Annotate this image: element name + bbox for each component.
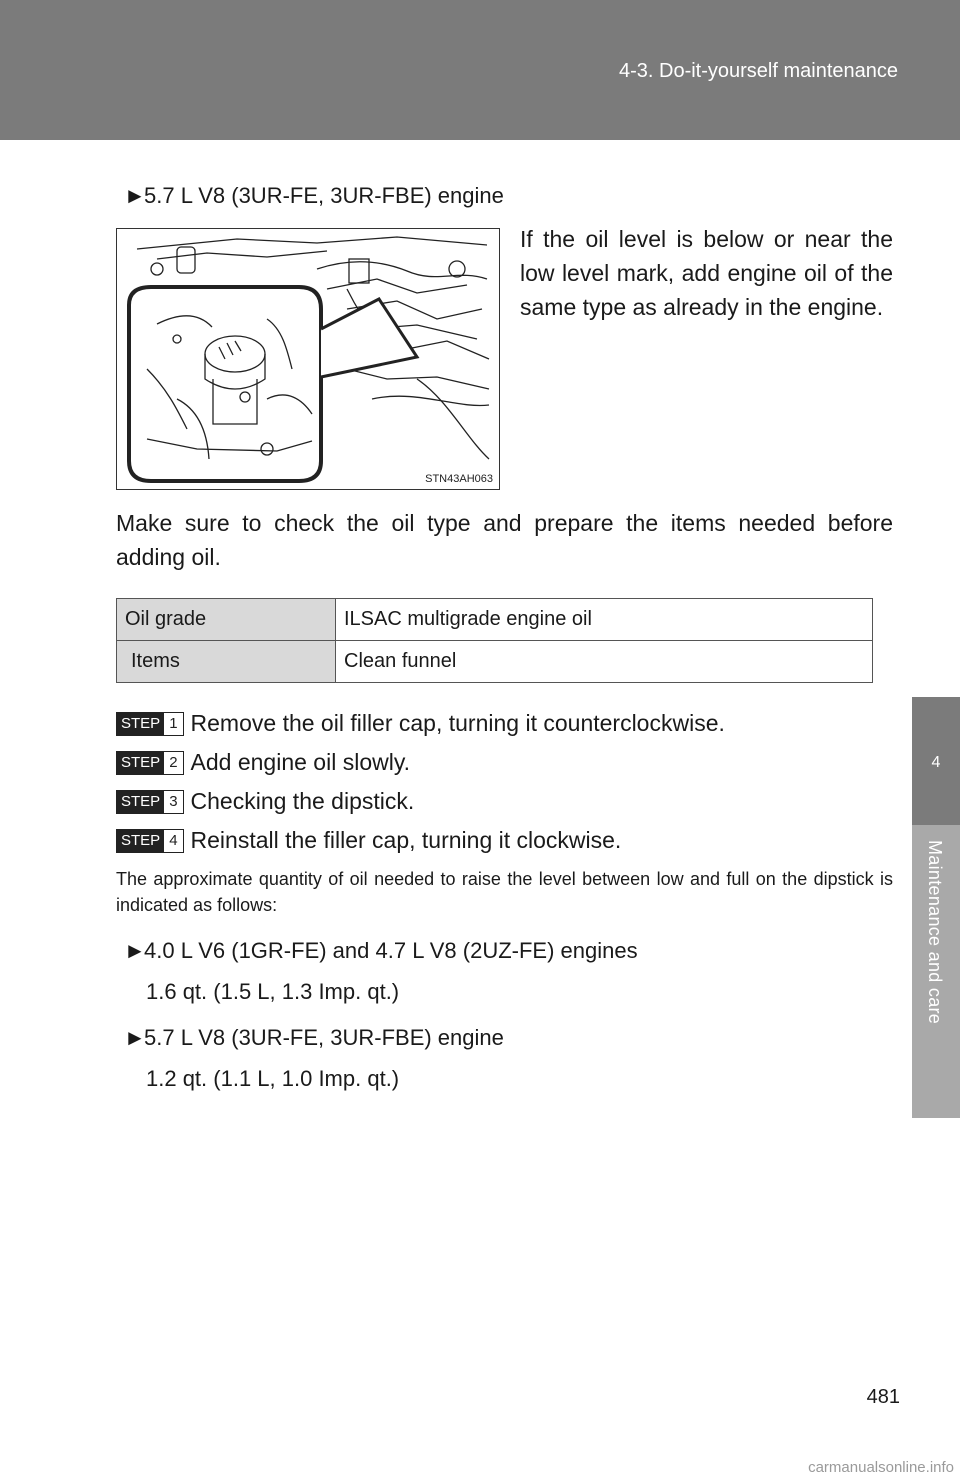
chapter-number: 4 [931, 754, 941, 771]
step-3 [116, 788, 414, 815]
table-key: Items [117, 641, 336, 683]
step-text: Checking the dipstick. [190, 788, 415, 814]
table-value: ILSAC multigrade engine oil [336, 599, 873, 641]
pointer-arrow-icon: ► [124, 1025, 146, 1050]
engine-heading-text: 5.7 L V8 (3UR-FE, 3UR-FBE) engine [144, 1025, 504, 1050]
engine-heading [124, 183, 504, 209]
engine-heading-text: 5.7 L V8 (3UR-FE, 3UR-FBE) engine [144, 183, 504, 208]
oil-level-instruction: If the oil level is below or near the low level mark, add engine oil of the same type as already in the engine. [520, 226, 893, 320]
engine-illustration [116, 228, 500, 490]
step-text: Remove the oil filler cap, turning it counterclockwise. [190, 710, 725, 736]
step-text: Add engine oil slowly. [190, 749, 411, 775]
oil-quantity: 1.6 qt. (1.5 L, 1.3 Imp. qt.) [146, 979, 400, 1004]
page-number: 481 [866, 1386, 900, 1408]
step-badge: STEP 2 [116, 751, 184, 775]
chapter-side-tab [912, 140, 960, 1484]
watermark: carmanualsonline.info [808, 1459, 954, 1476]
step-1 [116, 710, 725, 737]
engine-bay-drawing [117, 229, 499, 489]
table-row [117, 599, 873, 641]
quantity-note: The approximate quantity of oil needed to raise the level between low and full on the dipstick is indicated as follows: [116, 869, 893, 915]
oil-quantity: 1.2 qt. (1.1 L, 1.0 Imp. qt.) [146, 1066, 400, 1091]
intro-paragraph: Make sure to check the oil type and prepare the items needed before adding oil. [116, 510, 893, 570]
chapter-label-block [912, 825, 960, 1118]
chapter-number-block [912, 697, 960, 825]
step-4 [116, 827, 621, 854]
step-badge: STEP 1 [116, 712, 184, 736]
page-header [0, 0, 960, 140]
pointer-arrow-icon: ► [124, 183, 146, 208]
engine-heading [124, 938, 638, 964]
figure-code: STN43AH063 [425, 473, 493, 485]
step-badge: STEP 4 [116, 829, 184, 853]
engine-heading [124, 1025, 504, 1051]
oil-items-table [116, 598, 873, 683]
step-badge: STEP 3 [116, 790, 184, 814]
step-2 [116, 749, 410, 776]
table-row [117, 641, 873, 683]
table-key: Oil grade [117, 599, 336, 641]
pointer-arrow-icon: ► [124, 938, 146, 963]
engine-heading-text: 4.0 L V6 (1GR-FE) and 4.7 L V8 (2UZ-FE) engines [144, 938, 638, 963]
table-value: Clean funnel [336, 641, 873, 683]
step-text: Reinstall the filler cap, turning it clockwise. [190, 827, 622, 853]
section-title: 4-3. Do-it-yourself maintenance [618, 60, 898, 82]
chapter-label: Maintenance and care [925, 840, 945, 1025]
